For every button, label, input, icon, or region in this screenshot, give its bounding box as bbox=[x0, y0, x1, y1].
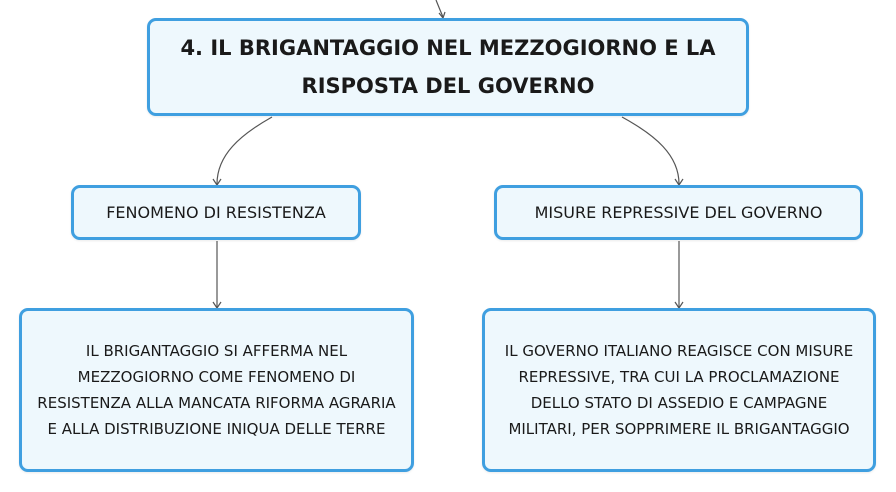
connector-title-to-left-branch bbox=[217, 117, 272, 184]
title-text: 4. IL BRIGANTAGGIO NEL MEZZOGIORNO E LA RISPOSTA DEL GOVERNO bbox=[180, 36, 716, 98]
detail-text: IL BRIGANTAGGIO SI AFFERMA NEL MEZZOGIORNO COME FENOMENO DI RESISTENZA ALLA MANCATA RIFORMA AGRARIA E ALLA DISTRIBUZIONE INIQUA DELLE TERRE bbox=[37, 342, 396, 438]
branch-label: FENOMENO DI RESISTENZA bbox=[106, 202, 326, 222]
detail-node-repression[interactable] bbox=[482, 308, 876, 472]
connector-title-to-right-branch bbox=[622, 117, 679, 184]
title-node[interactable] bbox=[147, 18, 749, 116]
branch-label: MISURE REPRESSIVE DEL GOVERNO bbox=[534, 202, 823, 222]
branch-node-repression[interactable] bbox=[494, 185, 863, 240]
branch-node-resistance[interactable] bbox=[71, 185, 361, 240]
detail-node-resistance[interactable] bbox=[19, 308, 414, 472]
detail-text: IL GOVERNO ITALIANO REAGISCE CON MISURE REPRESSIVE, TRA CUI LA PROCLAMAZIONE DELLO STATO DI ASSEDIO E CAMPAGNE MILITARI, PER SOPPRIMERE IL BRIGANTAGGIO bbox=[504, 342, 854, 438]
